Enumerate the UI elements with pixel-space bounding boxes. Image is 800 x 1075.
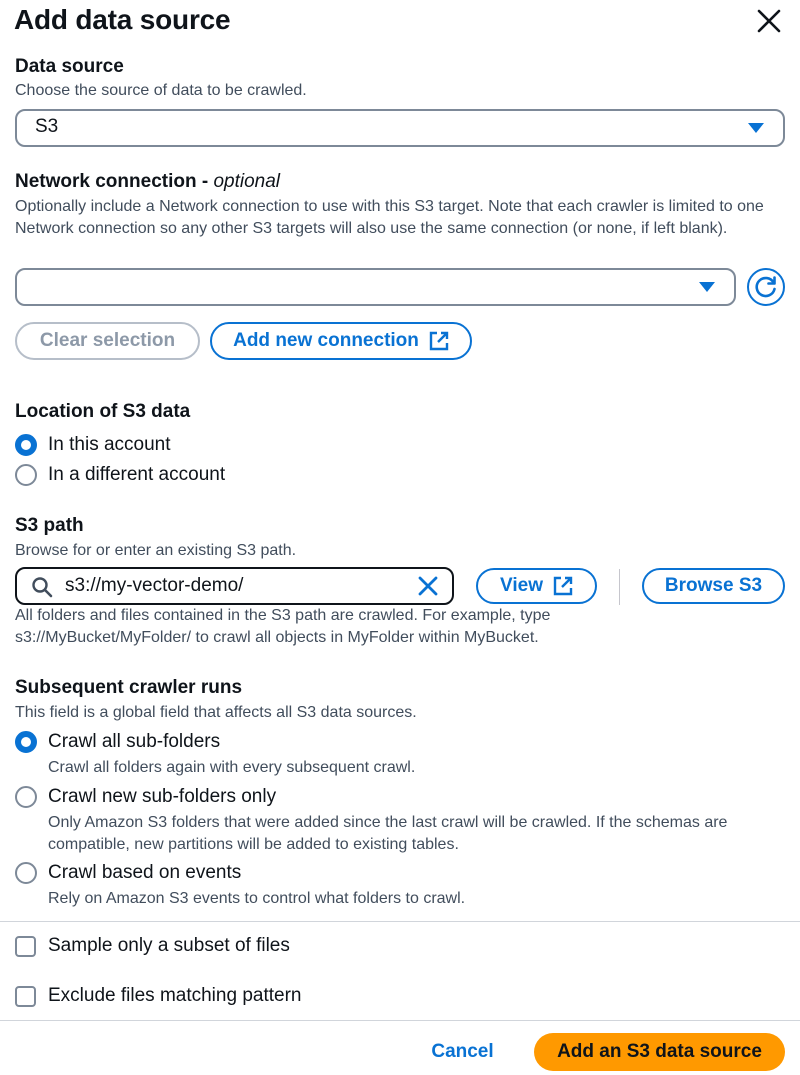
add-new-connection-label: Add new connection xyxy=(233,330,419,351)
radio-button-selected[interactable] xyxy=(15,731,37,753)
exclude-pattern-label: Exclude files matching pattern xyxy=(48,985,302,1006)
radio-button[interactable] xyxy=(15,862,37,884)
sample-subset-checkbox[interactable] xyxy=(15,936,36,957)
radio-button-selected[interactable] xyxy=(15,434,37,456)
radio-button[interactable] xyxy=(15,464,37,486)
cancel-label: Cancel xyxy=(431,1041,494,1062)
close-icon[interactable] xyxy=(754,6,784,36)
s3-path-label: S3 path xyxy=(15,515,84,536)
exclude-pattern-checkbox[interactable] xyxy=(15,986,36,1007)
external-link-icon xyxy=(429,331,449,351)
cancel-button[interactable] xyxy=(420,1033,505,1071)
refresh-button[interactable] xyxy=(747,268,785,306)
add-new-connection-button[interactable] xyxy=(210,322,472,360)
radio-crawl-all-sub-folders[interactable] xyxy=(15,731,220,753)
external-link-icon xyxy=(553,576,573,596)
sample-subset-label: Sample only a subset of files xyxy=(48,935,290,956)
radio-button[interactable] xyxy=(15,786,37,808)
clear-icon[interactable] xyxy=(417,575,439,597)
s3-path-input-wrapper[interactable] xyxy=(15,567,454,605)
network-connection-description: Optionally include a Network connection to use with this S3 target. Note that each crawler is limited to one Network connection so any other S3 targets will also use the same connection (or none, if left blank). xyxy=(15,198,764,237)
radio-label: Crawl all sub-folders xyxy=(48,731,221,752)
radio-description: Crawl all folders again with every subsequent crawl. xyxy=(48,759,416,776)
radio-label: Crawl new sub-folders only xyxy=(48,786,277,807)
divider xyxy=(619,569,620,605)
data-source-select[interactable] xyxy=(15,109,785,147)
data-source-value: S3 xyxy=(35,116,59,137)
sample-subset-checkbox-row[interactable] xyxy=(15,935,290,957)
s3-path-help-line1: All folders and files contained in the S3 path are crawled. For example, type xyxy=(15,607,551,624)
subsequent-runs-label: Subsequent crawler runs xyxy=(15,677,243,698)
radio-description: Rely on Amazon S3 events to control what folders to crawl. xyxy=(48,890,466,907)
radio-in-different-account[interactable] xyxy=(15,464,225,486)
radio-label: Crawl based on events xyxy=(48,862,242,883)
browse-s3-button[interactable] xyxy=(642,568,785,604)
browse-s3-label: Browse S3 xyxy=(664,575,763,596)
network-connection-label-text: Network connection - xyxy=(15,171,209,192)
radio-label: In this account xyxy=(48,434,171,455)
radio-in-this-account[interactable] xyxy=(15,434,171,456)
location-label: Location of S3 data xyxy=(15,401,191,422)
add-s3-data-source-button[interactable] xyxy=(534,1033,785,1071)
radio-crawl-new-sub-folders[interactable] xyxy=(15,786,276,808)
clear-selection-label: Clear selection xyxy=(39,330,176,351)
radio-label: In a different account xyxy=(48,464,226,485)
caret-down-icon xyxy=(748,123,764,133)
caret-down-icon xyxy=(699,282,715,292)
network-connection-label xyxy=(15,171,280,193)
clear-selection-button[interactable] xyxy=(15,322,200,360)
exclude-pattern-checkbox-row[interactable] xyxy=(15,985,301,1007)
s3-path-help-line2: s3://MyBucket/MyFolder/ to crawl all objects in MyFolder within MyBucket. xyxy=(15,629,539,646)
data-source-label: Data source xyxy=(15,56,124,77)
network-connection-select[interactable] xyxy=(15,268,736,306)
radio-crawl-based-on-events[interactable] xyxy=(15,862,241,884)
s3-path-description: Browse for or enter an existing S3 path. xyxy=(15,542,297,559)
subsequent-runs-description: This field is a global field that affects all S3 data sources. xyxy=(15,704,417,721)
optional-tag: optional xyxy=(213,171,281,192)
refresh-icon xyxy=(753,274,779,300)
add-s3-data-source-label: Add an S3 data source xyxy=(557,1041,762,1062)
s3-path-input[interactable] xyxy=(65,573,415,599)
view-button[interactable] xyxy=(476,568,597,604)
section-divider xyxy=(0,921,800,922)
dialog-title: Add data source xyxy=(14,4,231,35)
radio-description: Only Amazon S3 folders that were added since the last crawl will be crawled. If the schemas are compatible, new partitions will be added to existing tables. xyxy=(48,814,728,853)
search-icon xyxy=(31,576,53,598)
view-label: View xyxy=(500,575,543,596)
data-source-description: Choose the source of data to be crawled. xyxy=(15,82,307,99)
footer-divider xyxy=(0,1020,800,1021)
